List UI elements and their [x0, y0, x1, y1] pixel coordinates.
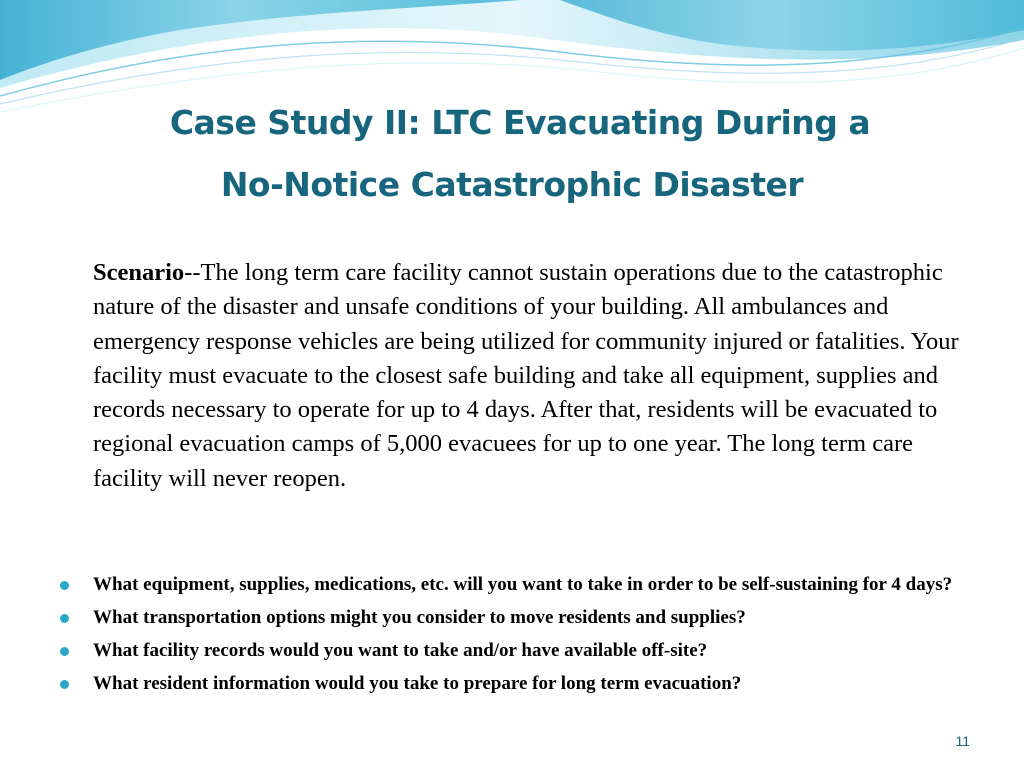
bullet-icon: [60, 581, 69, 590]
bullet-icon: [60, 647, 69, 656]
scenario-label: Scenario: [93, 259, 185, 286]
scenario-text: --The long term care facility cannot sustain operations due to the catastrophic nature of the disaster and unsafe conditions of your building. All ambulances and emergency response vehicles are being utilized for community injured or fatalities. Your facility must evacuate to the closest safe building and take all equipment, supplies and records necessary to operate for up to 4 days. After that, residents will be evacuated to regional evacuation camps of 5,000 evacuees for up to one year. The long term care facility will never reopen.: [93, 259, 959, 492]
question-list: [60, 572, 980, 704]
title-line-2: No-Notice Catastrophic Disaster: [220, 165, 804, 204]
title-line-1: Case Study II: LTC Evacuating During a: [169, 103, 871, 142]
question-text: What transportation options might you consider to move residents and supplies?: [93, 607, 746, 628]
bullet-icon: [60, 680, 69, 689]
question-item: [60, 572, 980, 598]
question-item: [60, 605, 980, 631]
question-item: [60, 638, 980, 664]
question-item: [60, 671, 980, 697]
page-title: [0, 92, 1024, 216]
bullet-icon: [60, 614, 69, 623]
question-text: What resident information would you take to prepare for long term evacuation?: [93, 673, 742, 694]
page-number: 11: [955, 733, 970, 749]
question-text: What facility records would you want to take and/or have available off-site?: [93, 640, 708, 661]
scenario-paragraph: [93, 256, 968, 496]
question-text: What equipment, supplies, medications, etc. will you want to take in order to be self-sustaining for 4 days?: [93, 574, 953, 595]
